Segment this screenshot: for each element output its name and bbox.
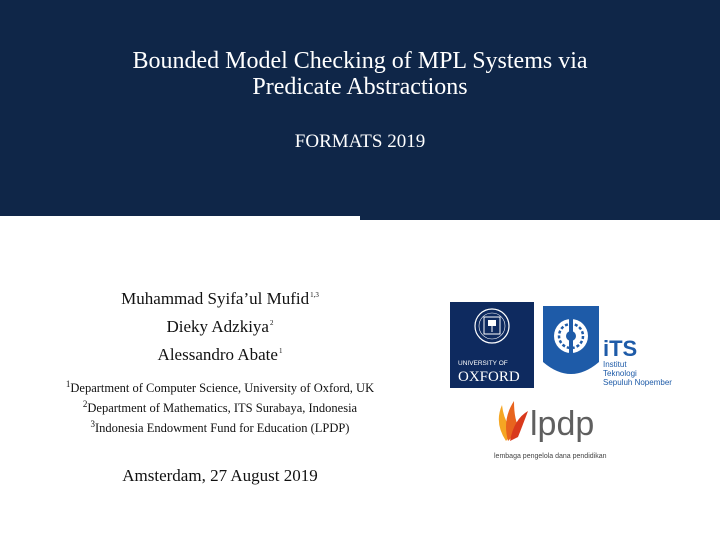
author-2-marks: 2 [269, 319, 274, 327]
svg-text:UNIVERSITY OF: UNIVERSITY OF [458, 360, 508, 367]
svg-text:Institut: Institut [603, 360, 627, 369]
author-1: Muhammad Syifa’ul Mufid$^{1,3}$ [121, 289, 319, 308]
affiliation-2: $^2$Department of Mathematics, ITS Surabaya, Indonesia [82, 399, 358, 415]
lpdp-logo [492, 397, 632, 462]
place-date: Amsterdam, 27 August 2019 [122, 466, 318, 485]
author-2: Dieky Adzkiya$^2$ [166, 317, 274, 336]
affiliation-1: $^1$Department of Computer Science, University of Oxford, UK [65, 379, 375, 395]
header-band [0, 0, 720, 216]
author-3: Alessandro Abate$^1$ [157, 345, 283, 364]
title-line-1: Bounded Model Checking of MPL Systems via [132, 48, 588, 74]
author-3-marks: 1 [278, 347, 283, 355]
venue: FORMATS 2019 [294, 131, 426, 152]
svg-text:lpdp: lpdp [530, 405, 595, 443]
lpdp-flame-icon [492, 397, 632, 462]
svg-text:Teknologi: Teknologi [603, 369, 637, 378]
its-logo [541, 302, 681, 392]
oxford-crest-icon [450, 302, 534, 388]
affiliation-list [40, 376, 400, 436]
affiliation-3: $^3$Indonesia Endowment Fund for Education (LPDP) [90, 419, 350, 435]
svg-text:lembaga pengelola dana pendidi: lembaga pengelola dana pendidikan [494, 453, 607, 460]
title-line-2: Predicate Abstractions [252, 74, 468, 100]
author-1-marks: 1,3 [310, 291, 319, 299]
oxford-logo [450, 302, 534, 388]
svg-text:OXFORD: OXFORD [458, 369, 520, 385]
slide-title [0, 48, 720, 100]
author-list [60, 283, 380, 367]
header-step [360, 216, 720, 220]
svg-text:Sepuluh Nopember: Sepuluh Nopember [603, 378, 672, 387]
its-emblem-icon [541, 302, 681, 392]
svg-text:iTS: iTS [603, 336, 638, 361]
